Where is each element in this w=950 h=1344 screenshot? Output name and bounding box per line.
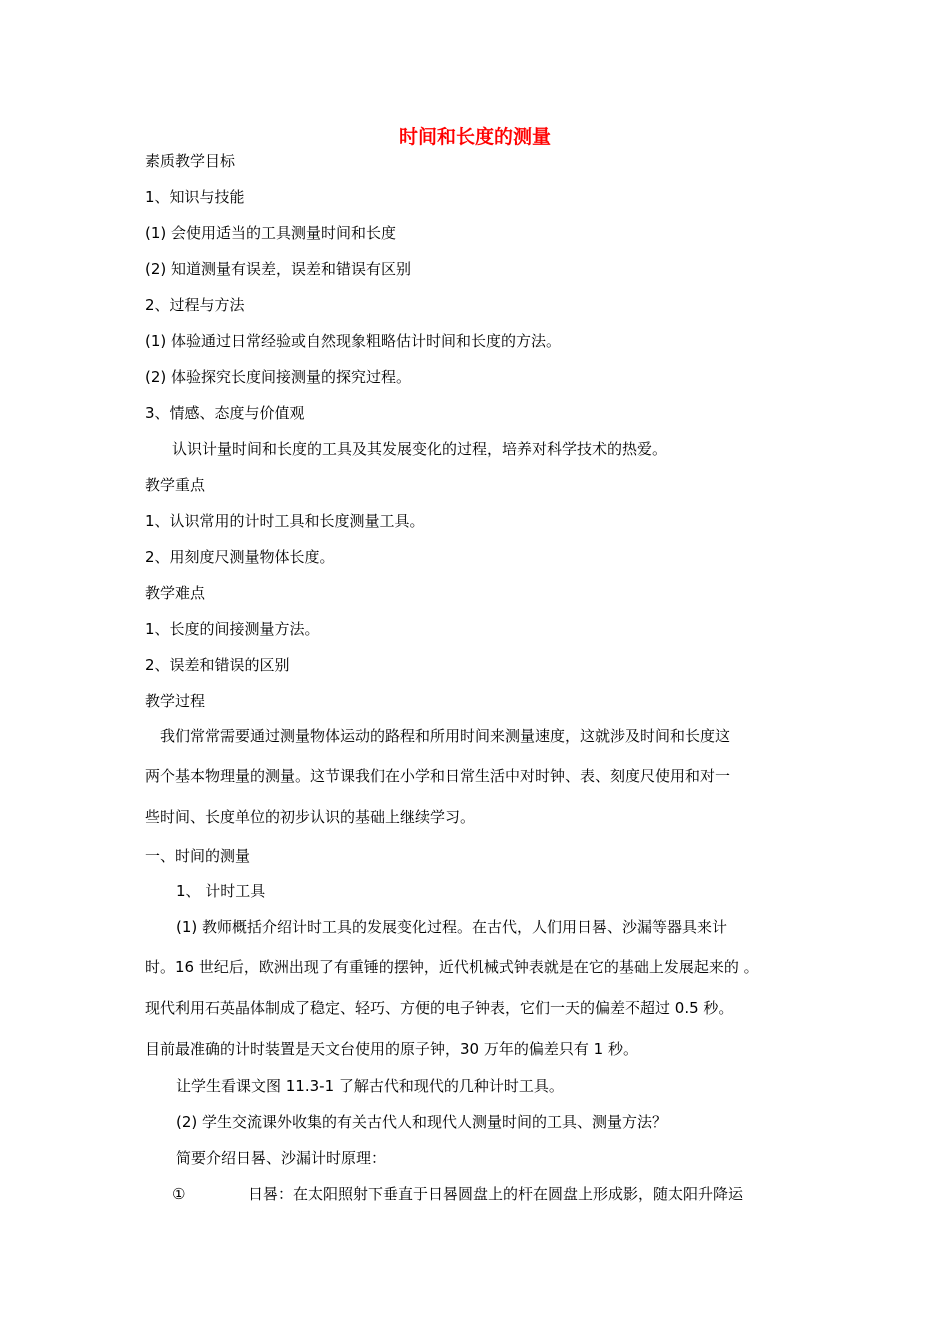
section-heading-difficulties: 教学难点: [145, 584, 206, 602]
text-line: 1、认识常用的计时工具和长度测量工具。: [145, 512, 425, 530]
section-heading-time: 一、时间的测量: [145, 847, 251, 865]
section-heading-process: 教学过程: [145, 692, 206, 710]
text-line: (1) 教师概括介绍计时工具的发展变化过程。在古代，人们用日晷、沙漏等器具来计: [176, 918, 728, 936]
text-line: 2、误差和错误的区别: [145, 656, 290, 674]
text-line: (1) 体验通过日常经验或自然现象粗略估计时间和长度的方法。: [145, 332, 562, 350]
text-line: 两个基本物理量的测量。这节课我们在小学和日常生活中对时钟、表、刻度尺使用和对一: [145, 767, 731, 785]
text-line: 1、长度的间接测量方法。: [145, 620, 320, 638]
text-line: 2、用刻度尺测量物体长度。: [145, 548, 335, 566]
text-line: 我们常常需要通过测量物体运动的路程和所用时间来测量速度，这就涉及时间和长度这: [160, 727, 731, 745]
text-line: (2) 学生交流课外收集的有关古代人和现代人测量时间的工具、测量方法？: [176, 1113, 668, 1131]
text-line: (2) 知道测量有误差，误差和错误有区别: [145, 260, 412, 278]
text-line: 1、知识与技能: [145, 188, 245, 206]
text-line: 1、 计时工具: [176, 882, 266, 900]
text-line: 认识计量时间和长度的工具及其发展变化的过程，培养对科学技术的热爱。: [172, 440, 668, 458]
text-line: 目前最准确的计时装置是天文台使用的原子钟，30 万年的偏差只有 1 秒。: [145, 1040, 638, 1058]
text-line: 2、过程与方法: [145, 296, 245, 314]
text-line: 现代利用石英晶体制成了稳定、轻巧、方便的电子钟表，它们一天的偏差不超过 0.5 秒。: [145, 999, 734, 1017]
text-line: (2) 体验探究长度间接测量的探究过程。: [145, 368, 412, 386]
text-line: 3、情感、态度与价值观: [145, 404, 305, 422]
document-title: 时间和长度的测量: [398, 126, 551, 148]
text-line: 日晷：在太阳照射下垂直于日晷圆盘上的杆在圆盘上形成影，随太阳升降运: [248, 1185, 744, 1203]
text-line: (1) 会使用适当的工具测量时间和长度: [145, 224, 397, 242]
text-line: 时。16 世纪后，欧洲出现了有重锤的摆钟，近代机械式钟表就是在它的基础上发展起来的 。: [145, 958, 759, 976]
text-line: 些时间、长度单位的初步认识的基础上继续学习。: [145, 808, 476, 826]
text-line: 让学生看课文图 11.3-1 了解古代和现代的几种计时工具。: [176, 1077, 564, 1095]
section-heading-objectives: 素质教学目标: [145, 152, 236, 170]
circled-number-marker: ①: [172, 1185, 186, 1203]
section-heading-key-points: 教学重点: [145, 476, 206, 494]
text-line: 简要介绍日晷、沙漏计时原理：: [176, 1149, 387, 1167]
